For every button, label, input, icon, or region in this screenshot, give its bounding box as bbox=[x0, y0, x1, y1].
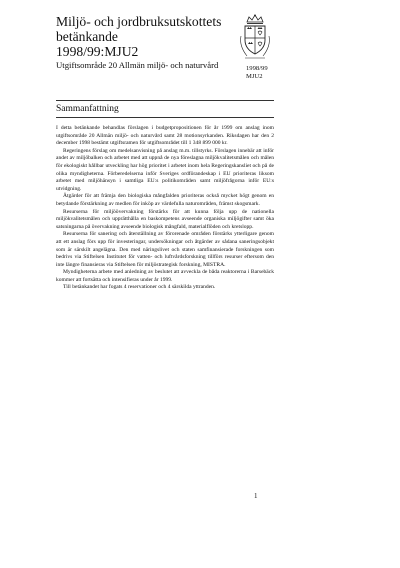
page-number: 1 bbox=[254, 492, 258, 500]
report-title-line-2: betänkande bbox=[56, 29, 118, 44]
summary-paragraph-4: Resurserna för miljöövervakning förstärks för att kunna följa upp de nationella miljökvalitetsmålen och upprätthålla en baskompetens avseende organiska miljögifter samt öka satsningarna på övervakning avseende biologisk mångfald, materialflöden och kretslopp. bbox=[56, 208, 274, 230]
summary-paragraph-1: I detta betänkande behandlas förslagen i budgetpropositionen för år 1999 om anslag inom utgiftsområde 20 Allmän miljö- och naturvård samt 28 motionsyrkanden. Riksdagen har den 2 december 1998 bestämt utgiftsramen för utgiftsområdet till 1 348 899 000 kr. bbox=[56, 125, 274, 147]
reference-session: 1998/99 bbox=[246, 65, 268, 72]
expenditure-area-subtitle: Utgiftsområde 20 Allmän miljö- och naturvård bbox=[56, 60, 219, 70]
summary-paragraph-2: Regeringens förslag om medelsanvisning på anslag m.m. tillstyrks. Förslagen innebär att inför andet av miljöbalken och arbetet med att uppnå de nya föreslagna miljökvalitetsmålen och målen för ekologiskt hållbar utveckling har hög prioritet i arbetet inom hela Regeringskansliet och på de olika myndigheterna. Förberedelserna inför Sveriges ordförandeskap i EU prioriteras liksom arbetet med miljöhänsyn i samtliga EU:s politikområden samt miljöfrågorna inför EU:s utvidgning. bbox=[56, 147, 274, 192]
report-number: 1998/99:MJU2 bbox=[56, 44, 139, 59]
summary-paragraph-5: Resurserna för sanering och återställning av förorenade områden förstärks ytterligare genom att ett anslag förs upp för investeringar, undersökningar och åtgärder av sådana saneringsobjekt som är särskilt angelägna. Den med näringslivet och staten samfinansierade forskningen som bedrivs via Stiftelsen Institutet för vatten- och luftvårdsforskning tillförs resurser eftersom den inte längre finansieras via Stiftelsen för miljöstrategisk forskning, MISTRA. bbox=[56, 231, 274, 268]
report-title-line-1: Miljö- och jordbruksutskottets bbox=[56, 14, 222, 29]
document-header bbox=[56, 14, 256, 71]
document-reference bbox=[246, 65, 268, 81]
summary-body bbox=[56, 125, 274, 292]
divider-top bbox=[56, 100, 274, 101]
swedish-royal-crest-icon bbox=[237, 14, 273, 62]
divider-under-heading bbox=[56, 117, 274, 118]
reference-report-code: MJU2 bbox=[246, 73, 263, 80]
summary-paragraph-7: Till betänkandet har fogats 4 reservationer och 4 särskilda yttranden. bbox=[63, 284, 216, 291]
summary-paragraph-3: Åtgärder för att främja den biologiska mångfalden prioriteras också mycket högt genom en betydande förstärkning av medlen för inköp av värdefulla naturområden, främst skogsmark. bbox=[56, 193, 274, 207]
section-heading: Sammanfattning bbox=[56, 104, 119, 114]
summary-paragraph-6: Myndigheterna arbete med anledning av beslutet att avveckla de båda reaktorerna i Barsebäck kommer att fortsätta och intensifieras under år 1999. bbox=[56, 269, 274, 283]
